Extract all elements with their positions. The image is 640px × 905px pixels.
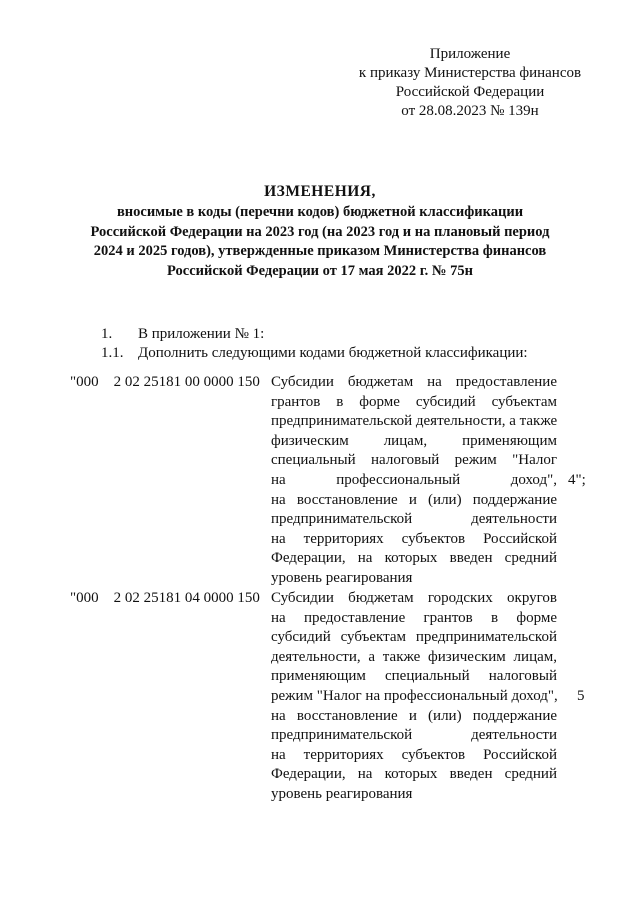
description-line: режим "Налог на профессиональный доход",	[271, 687, 558, 704]
item-number: 1.1.	[101, 345, 124, 361]
description-line: уровень реагирования	[271, 785, 413, 802]
title-line: вносимые в коды (перечни кодов) бюджетной классификации	[116, 204, 524, 220]
document-title	[60, 182, 580, 281]
description-line: предпринимательской деятельности	[271, 727, 557, 744]
description-line: Субсидии бюджетам городских округов	[271, 590, 557, 606]
description-line: на предоставление грантов в форме	[271, 609, 557, 626]
title-main: ИЗМЕНЕНИЯ,	[264, 183, 376, 200]
description-line: на территориях субъектов Российской	[271, 746, 557, 763]
entry-number: 4";	[568, 472, 586, 488]
description-line: Субсидии бюджетам на предоставление	[271, 374, 557, 390]
title-line: 2024 и 2025 годов), утвержденные приказом Министерства финансов	[93, 243, 547, 260]
item-text: В приложении № 1:	[138, 326, 265, 342]
description-line: грантов в форме субсидий субъектам	[271, 393, 557, 410]
description-line: специальный налоговый режим "Налог	[271, 452, 557, 469]
item-text: Дополнить следующими кодами бюджетной классификации:	[138, 345, 528, 361]
title-line: Российской Федерации на 2023 год (на 2023 год и на плановый период	[90, 223, 550, 240]
description-line: на восстановление и (или) поддержание	[271, 707, 557, 724]
entry-description	[271, 589, 557, 805]
header-line-2: к приказу Министерства финансов	[358, 65, 582, 81]
budget-code: "000 2 02 25181 04 0000 150	[70, 590, 260, 606]
description-line: на восстановление и (или) поддержание	[271, 491, 557, 508]
description-line: деятельности, а также физическим лицам,	[271, 648, 557, 665]
description-line: субсидий субъектам предпринимательской	[271, 629, 557, 646]
description-line: предпринимательской деятельности	[271, 511, 557, 528]
item-number: 1.	[101, 326, 113, 342]
title-line: Российской Федерации от 17 мая 2022 г. № 75н	[167, 262, 473, 279]
description-line: Федерации, на которых введен средний	[271, 550, 557, 567]
description-line: применяющим специальный налоговый	[271, 668, 557, 685]
header-line-4: от 28.08.2023 № 139н	[401, 103, 539, 119]
description-line: на профессиональный доход",	[271, 471, 557, 488]
header-line-3: Российской Федерации	[395, 84, 545, 100]
description-line: на территориях субъектов Российской	[271, 530, 557, 547]
entry-number: 5	[577, 688, 585, 704]
header-line-1: Приложение	[429, 46, 511, 62]
description-line: уровень реагирования	[271, 569, 413, 586]
description-line: Федерации, на которых введен средний	[271, 766, 557, 783]
approval-header	[340, 45, 600, 121]
budget-code: "000 2 02 25181 00 0000 150	[70, 374, 260, 390]
classification-entry	[70, 589, 600, 809]
description-line: физическим лицам, применяющим	[271, 432, 557, 449]
description-line: предпринимательской деятельности, а также	[271, 413, 558, 430]
classification-entry	[70, 373, 600, 593]
title-subtitle	[60, 203, 580, 281]
entry-description	[271, 373, 557, 589]
